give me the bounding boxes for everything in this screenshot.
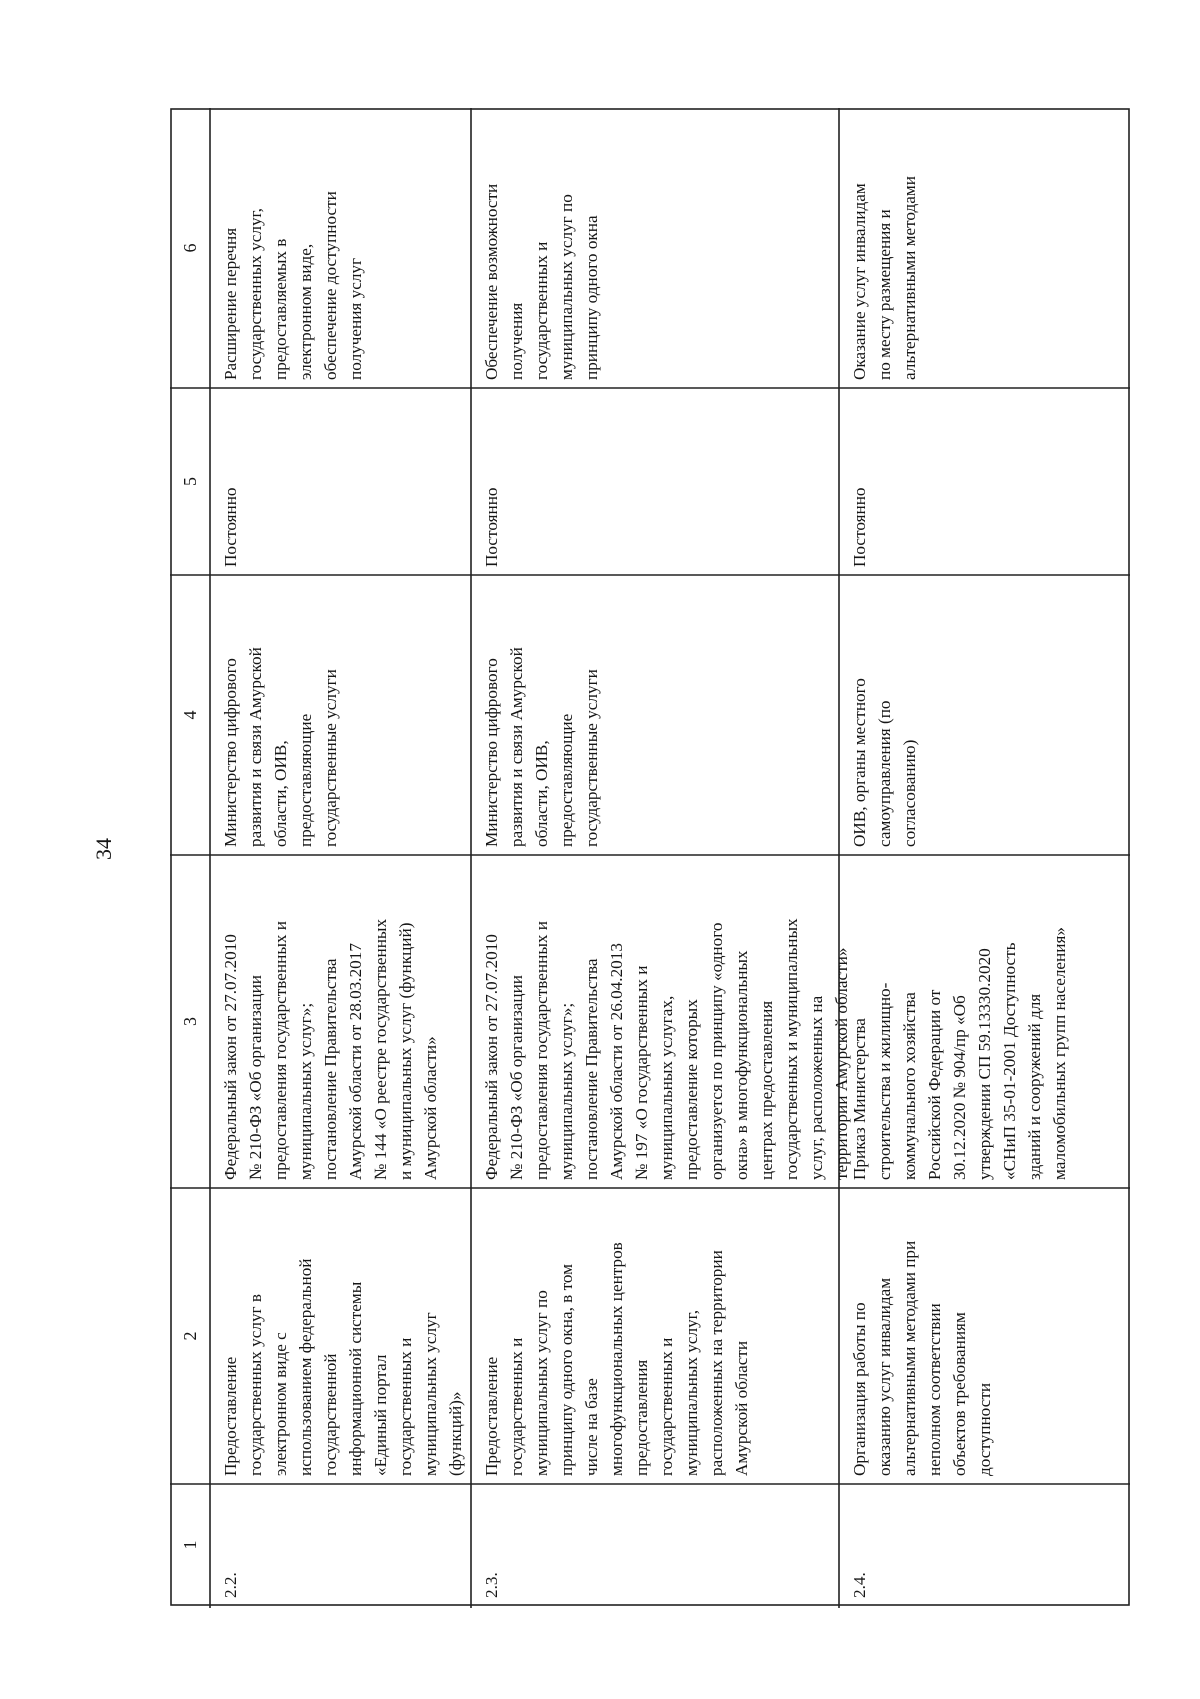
measure-name-line: государственных услуг в xyxy=(246,1294,265,1476)
legal-basis xyxy=(839,855,1130,1188)
column-header-4 xyxy=(170,575,210,855)
legal-basis xyxy=(210,855,471,1188)
measure-name-line: муниципальных услуг по xyxy=(532,1290,551,1476)
expected-result-line: принципу одного окна xyxy=(582,215,601,380)
column-header-3 xyxy=(170,855,210,1188)
legal-basis-line: 30.12.2020 № 904/пр «Об xyxy=(950,995,969,1180)
measure-name-line: муниципальных услуг, xyxy=(682,1309,701,1476)
column-header-3-line: 3 xyxy=(180,1017,200,1026)
legal-basis-line: маломобильных групп населения» xyxy=(1050,927,1069,1180)
expected-result-line: получения xyxy=(507,302,526,380)
deadline xyxy=(471,388,839,575)
measure-name-line: доступности xyxy=(975,1382,994,1476)
row-number xyxy=(471,1484,839,1606)
measure-name-line: числе на базе xyxy=(582,1378,601,1476)
legal-basis-line: предоставления государственных и xyxy=(271,921,290,1180)
legal-basis xyxy=(471,855,851,1188)
measure-name-line: использованием федеральной xyxy=(296,1258,315,1476)
expected-result xyxy=(839,108,1130,388)
deadline xyxy=(210,388,471,575)
expected-result-line: Расширение перечня xyxy=(221,227,240,380)
responsible-executors-line: Министерство цифрового xyxy=(221,658,240,847)
deadline-line: Постоянно xyxy=(850,487,869,567)
column-header-1-line: 1 xyxy=(180,1540,200,1550)
legal-basis-line: коммунального хозяйства xyxy=(900,992,919,1180)
responsible-executors-line: области, ОИВ, xyxy=(532,740,551,847)
measure-name xyxy=(839,1188,1130,1484)
responsible-executors-line: области, ОИВ, xyxy=(271,740,290,847)
expected-result-line: обеспечение доступности xyxy=(321,191,340,380)
responsible-executors-line: согласованию) xyxy=(900,739,919,847)
measure-name-line: государственной xyxy=(321,1353,340,1476)
expected-result-line: по месту размещения и xyxy=(875,209,894,380)
measure-name-line: (функций)» xyxy=(446,1391,465,1476)
measure-name-line: информационной системы xyxy=(346,1281,365,1476)
expected-result-line: электронном виде, xyxy=(296,243,315,380)
responsible-executors xyxy=(210,575,471,855)
responsible-executors-line: предоставляющие xyxy=(557,713,576,847)
measure-name-line: многофункциональных центров xyxy=(607,1242,626,1476)
measure-name xyxy=(210,1188,471,1484)
responsible-executors-line: государственные услуги xyxy=(321,669,340,847)
legal-basis-line: № 210-ФЗ «Об организации xyxy=(246,974,265,1180)
responsible-executors xyxy=(471,575,839,855)
document-table xyxy=(170,108,1130,1608)
measure-name-line: расположенных на территории xyxy=(707,1250,726,1476)
measure-name xyxy=(471,1188,839,1484)
legal-basis-line: Федеральный закон от 27.07.2010 xyxy=(221,934,240,1180)
legal-basis-line: предоставления государственных и xyxy=(532,921,551,1180)
legal-basis-line: утверждении СП 59.13330.2020 xyxy=(975,948,994,1180)
legal-basis-line: Амурской области от 28.03.2017 xyxy=(346,943,365,1180)
legal-basis-line: центрах предоставления xyxy=(757,1000,776,1180)
measure-name-line: муниципальных услуг xyxy=(421,1312,440,1476)
column-header-2 xyxy=(170,1188,210,1484)
row-number xyxy=(839,1484,1130,1606)
legal-basis-line: муниципальных услуг»; xyxy=(296,1002,315,1180)
legal-basis-line: государственных и муниципальных xyxy=(782,918,801,1180)
measure-name-line: принципу одного окна, в том xyxy=(557,1263,576,1476)
expected-result-line: Оказание услуг инвалидам xyxy=(850,183,869,380)
legal-basis-line: услуг, расположенных на xyxy=(807,995,826,1180)
page-number: 34 xyxy=(91,838,116,860)
expected-result-line: государственных услуг, xyxy=(246,208,265,380)
column-header-5-line: 5 xyxy=(180,477,200,486)
responsible-executors-line: развития и связи Амурской xyxy=(507,647,526,847)
measure-name-line: «Единый портал xyxy=(371,1354,390,1476)
expected-result-line: муниципальных услуг по xyxy=(557,194,576,380)
legal-basis-line: и муниципальных услуг (функций) xyxy=(396,922,415,1180)
measure-name-line: неполном соответствии xyxy=(925,1303,944,1476)
legal-basis-line: муниципальных услуг»; xyxy=(557,1002,576,1180)
expected-result-line: получения услуг xyxy=(346,257,365,380)
responsible-executors xyxy=(839,575,1130,855)
legal-basis-line: постановление Правительства xyxy=(582,958,601,1180)
row-number-line: 2.3. xyxy=(482,1572,501,1598)
legal-basis-line: Приказ Министерства xyxy=(850,1018,869,1180)
legal-basis-line: Федеральный закон от 27.07.2010 xyxy=(482,934,501,1180)
legal-basis-line: организуется по принципу «одного xyxy=(707,922,726,1180)
measure-name-line: Предоставление xyxy=(221,1356,240,1476)
row-number-line: 2.2. xyxy=(221,1572,240,1598)
legal-basis-line: территории Амурской области» xyxy=(832,947,851,1180)
legal-basis-line: «СНиП 35-01-2001 Доступность xyxy=(1000,942,1019,1180)
measure-name-line: предоставления xyxy=(632,1359,651,1476)
responsible-executors-line: Министерство цифрового xyxy=(482,658,501,847)
legal-basis-line: № 210-ФЗ «Об организации xyxy=(507,974,526,1180)
responsible-executors-line: самоуправления (по xyxy=(875,700,894,847)
legal-basis-line: постановление Правительства xyxy=(321,958,340,1180)
expected-result-line: Обеспечение возможности xyxy=(482,183,501,380)
deadline-line: Постоянно xyxy=(221,487,240,567)
column-header-2-line: 2 xyxy=(180,1331,200,1341)
responsible-executors-line: предоставляющие xyxy=(296,713,315,847)
responsible-executors-line: развития и связи Амурской xyxy=(246,647,265,847)
expected-result xyxy=(471,108,839,388)
column-header-1 xyxy=(170,1484,210,1606)
legal-basis-line: Амурской области от 26.04.2013 xyxy=(607,943,626,1180)
measure-name-line: электронном виде с xyxy=(271,1332,290,1476)
column-header-5 xyxy=(170,388,210,575)
responsible-executors-line: государственные услуги xyxy=(582,669,601,847)
measure-name-line: Предоставление xyxy=(482,1356,501,1476)
measure-name-line: альтернативными методами при xyxy=(900,1240,919,1476)
responsible-executors-line: ОИВ, органы местного xyxy=(850,678,869,847)
expected-result-line: предоставляемых в xyxy=(271,238,290,380)
row-number-line: 2.4. xyxy=(850,1572,869,1598)
legal-basis-line: № 197 «О государственных и xyxy=(632,965,651,1180)
column-header-6-line: 6 xyxy=(180,243,200,253)
measure-name-line: Организация работы по xyxy=(850,1302,869,1476)
expected-result xyxy=(210,108,471,388)
legal-basis-line: окна» в многофункциональных xyxy=(732,950,751,1180)
row-number xyxy=(210,1484,471,1606)
measure-name-line: объектов требованиям xyxy=(950,1312,969,1476)
column-header-6 xyxy=(170,108,210,388)
legal-basis-line: Российской Федерации от xyxy=(925,989,944,1180)
legal-basis-line: Амурской области» xyxy=(421,1036,440,1180)
deadline xyxy=(839,388,1130,575)
column-header-4-line: 4 xyxy=(180,710,200,720)
measure-name-line: государственных и xyxy=(396,1337,415,1476)
measure-name-line: Амурской области xyxy=(732,1340,751,1476)
legal-basis-line: муниципальных услугах, xyxy=(657,995,676,1180)
deadline-line: Постоянно xyxy=(482,487,501,567)
expected-result-line: альтернативными методами xyxy=(900,176,919,380)
measure-name-line: государственных и xyxy=(657,1337,676,1476)
measure-name-line: государственных и xyxy=(507,1337,526,1476)
legal-basis-line: предоставление которых xyxy=(682,999,701,1180)
legal-basis-line: зданий и сооружений для xyxy=(1025,993,1044,1180)
measure-name-line: оказанию услуг инвалидам xyxy=(875,1277,894,1476)
legal-basis-line: строительства и жилищно- xyxy=(875,982,894,1180)
expected-result-line: государственных и xyxy=(532,241,551,380)
legal-basis-line: № 144 «О реестре государственных xyxy=(371,918,390,1180)
